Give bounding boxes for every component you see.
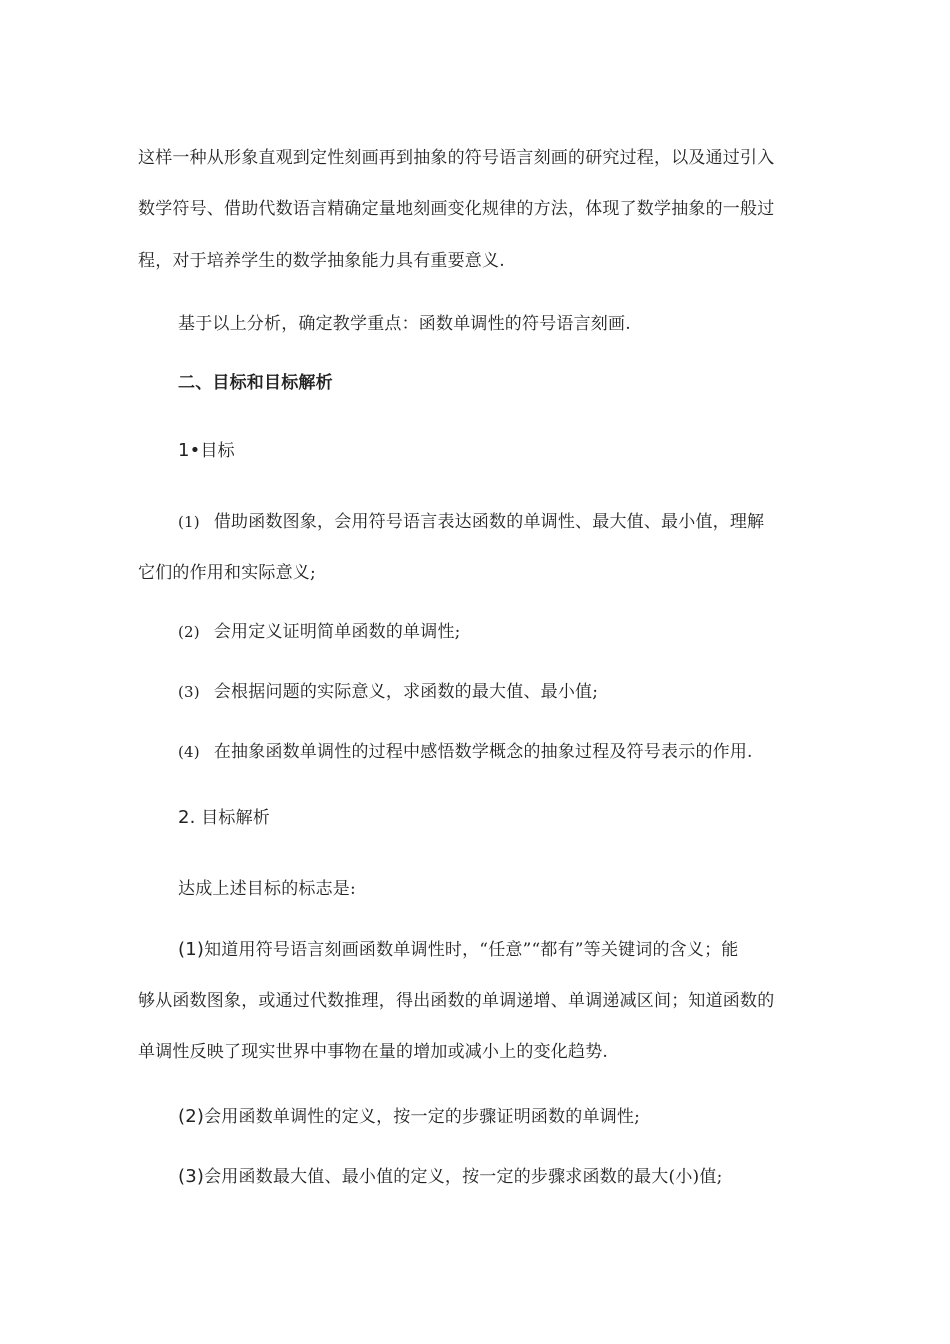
item-number: (1) xyxy=(178,513,200,531)
item-number: (3) xyxy=(178,1166,205,1187)
key-point-paragraph: 基于以上分析，确定教学重点：函数单调性的符号语言刻画. xyxy=(178,314,631,334)
subheading-text: 目标解析 xyxy=(201,808,270,828)
analysis-subheading xyxy=(178,806,270,830)
item-text: 在抽象函数单调性的过程中感悟数学概念的抽象过程及符号表示的作用. xyxy=(213,742,753,762)
analysis-item xyxy=(178,938,738,962)
goal-item xyxy=(178,680,598,704)
analysis-item xyxy=(178,1105,640,1129)
item-number: (1) xyxy=(178,939,205,960)
goal-item xyxy=(178,740,753,764)
analysis-item-continuation: 够从函数图象，或通过代数推理，得出函数的单调递增、单调递减区间；知道函数的 xyxy=(138,991,775,1011)
paragraph-line: 这样一种从形象直观到定性刻画再到抽象的符号语言刻画的研究过程，以及通过引入 xyxy=(138,148,775,168)
analysis-item xyxy=(178,1165,723,1189)
subheading-number: 1• xyxy=(178,440,201,461)
item-number: (3) xyxy=(178,683,200,701)
goal-subheading xyxy=(178,439,235,463)
goal-item xyxy=(178,510,764,534)
item-text: 会用函数单调性的定义，按一定的步骤证明函数的单调性; xyxy=(204,1107,641,1127)
analysis-item-continuation: 单调性反映了现实世界中事物在量的增加或减小上的变化趋势. xyxy=(138,1042,609,1062)
item-text: 会用定义证明简单函数的单调性; xyxy=(213,622,461,642)
paragraph-line: 程，对于培养学生的数学抽象能力具有重要意义. xyxy=(138,251,505,271)
item-text: 借助函数图象，会用符号语言表达函数的单调性、最大值、最小值，理解 xyxy=(213,512,765,532)
analysis-intro: 达成上述目标的标志是: xyxy=(178,879,356,899)
item-number: (4) xyxy=(178,743,200,761)
item-number: (2) xyxy=(178,623,200,641)
item-number: (2) xyxy=(178,1106,205,1127)
subheading-text: 目标 xyxy=(200,441,235,461)
item-text: 会用函数最大值、最小值的定义，按一定的步骤求函数的最大(小)值; xyxy=(204,1167,723,1187)
subheading-number: 2. xyxy=(178,807,196,828)
item-text: 知道用符号语言刻画函数单调性时，“任意”“都有”等关键词的含义；能 xyxy=(204,940,739,960)
item-text: 会根据问题的实际意义，求函数的最大值、最小值; xyxy=(213,682,599,702)
goal-item-continuation: 它们的作用和实际意义; xyxy=(138,563,316,583)
section-heading: 二、目标和目标解析 xyxy=(178,373,333,393)
goal-item xyxy=(178,620,461,644)
paragraph-line: 数学符号、借助代数语言精确定量地刻画变化规律的方法，体现了数学抽象的一般过 xyxy=(138,199,775,219)
